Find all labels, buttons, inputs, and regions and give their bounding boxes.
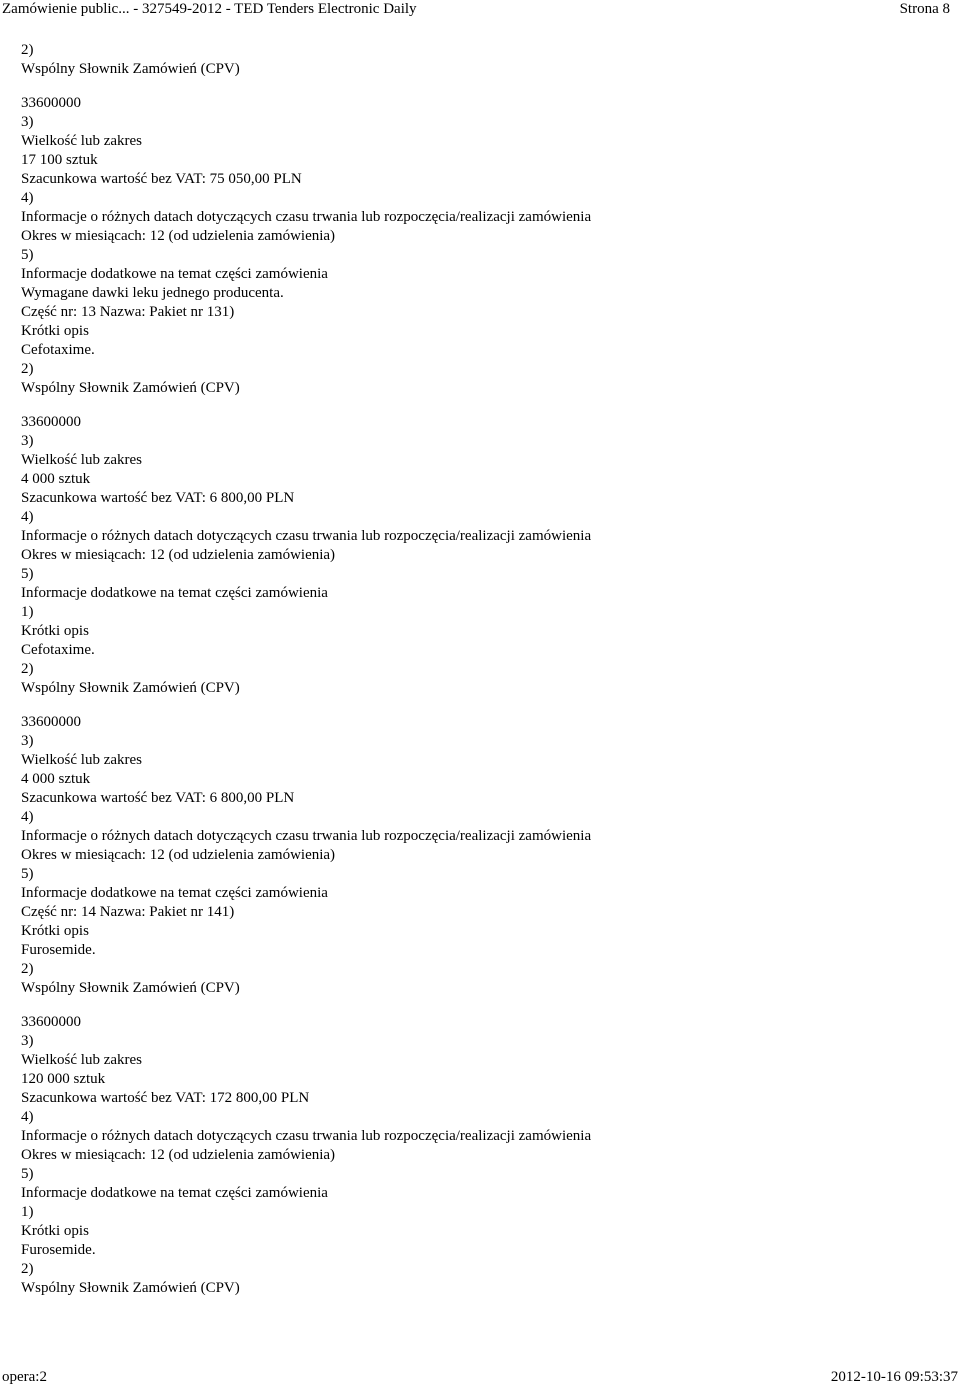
document-line: 4 000 sztuk (21, 471, 91, 487)
document-line: 3) (21, 733, 34, 749)
document-line: Krótki opis (21, 1223, 89, 1239)
document-line: 4) (21, 190, 34, 206)
document-line: 3) (21, 1033, 34, 1049)
document-body (21, 41, 941, 1298)
document-line: 2) (21, 42, 34, 58)
document-line: 3) (21, 433, 34, 449)
document-line: Szacunkowa wartość bez VAT: 6 800,00 PLN (21, 490, 295, 506)
document-line: 2) (21, 361, 34, 377)
page-number: Strona 8 (899, 1, 950, 17)
document-line: Informacje o różnych datach dotyczących czasu trwania lub rozpoczęcia/realizacji zamówienia (21, 528, 592, 544)
page-header-title: Zamówienie public... - 327549-2012 - TED Tenders Electronic Daily (2, 1, 417, 17)
document-line: Wielkość lub zakres (21, 1052, 143, 1068)
document-line: 17 100 sztuk (21, 152, 98, 168)
document-line: Wspólny Słownik Zamówień (CPV) (21, 380, 240, 396)
document-line: 4) (21, 509, 34, 525)
document-line: Szacunkowa wartość bez VAT: 75 050,00 PLN (21, 171, 302, 187)
document-line: Informacje o różnych datach dotyczących czasu trwania lub rozpoczęcia/realizacji zamówienia (21, 828, 592, 844)
document-line: Krótki opis (21, 923, 89, 939)
document-line: Wielkość lub zakres (21, 133, 143, 149)
document-line: 5) (21, 866, 34, 882)
document-line: Wspólny Słownik Zamówień (CPV) (21, 680, 240, 696)
document-line: Krótki opis (21, 323, 89, 339)
document-line: Wspólny Słownik Zamówień (CPV) (21, 61, 240, 77)
document-line: Część nr: 13 Nazwa: Pakiet nr 131) (21, 304, 235, 320)
document-line: Wspólny Słownik Zamówień (CPV) (21, 1280, 240, 1296)
document-line: Informacje dodatkowe na temat części zamówienia (21, 585, 328, 601)
document-line: 5) (21, 247, 34, 263)
document-line: Informacje dodatkowe na temat części zamówienia (21, 1185, 328, 1201)
document-line: 4 000 sztuk (21, 771, 91, 787)
document-line: 1) (21, 1204, 34, 1220)
document-line: Informacje o różnych datach dotyczących czasu trwania lub rozpoczęcia/realizacji zamówienia (21, 209, 592, 225)
document-line: Informacje o różnych datach dotyczących czasu trwania lub rozpoczęcia/realizacji zamówienia (21, 1128, 592, 1144)
document-line: 2) (21, 661, 34, 677)
document-line: 2) (21, 961, 34, 977)
document-line: Informacje dodatkowe na temat części zamówienia (21, 885, 328, 901)
document-line: 33600000 (21, 1014, 81, 1030)
document-line: Część nr: 14 Nazwa: Pakiet nr 141) (21, 904, 235, 920)
document-line: Szacunkowa wartość bez VAT: 172 800,00 PLN (21, 1090, 310, 1106)
document-line: 5) (21, 566, 34, 582)
document-line: Okres w miesiącach: 12 (od udzielenia zamówienia) (21, 847, 336, 863)
document-line: 4) (21, 809, 34, 825)
document-line: 4) (21, 1109, 34, 1125)
document-line: Wielkość lub zakres (21, 752, 143, 768)
document-line: 3) (21, 114, 34, 130)
document-line: 5) (21, 1166, 34, 1182)
document-line: Okres w miesiącach: 12 (od udzielenia zamówienia) (21, 228, 336, 244)
document-line: Furosemide. (21, 942, 96, 958)
document-line: Okres w miesiącach: 12 (od udzielenia zamówienia) (21, 1147, 336, 1163)
document-line: Cefotaxime. (21, 642, 95, 658)
document-line: Krótki opis (21, 623, 89, 639)
document-line: 33600000 (21, 414, 81, 430)
document-line: 2) (21, 1261, 34, 1277)
document-line: 33600000 (21, 714, 81, 730)
document-line: Informacje dodatkowe na temat części zamówienia (21, 266, 328, 282)
document-line: 1) (21, 604, 34, 620)
document-line: Wspólny Słownik Zamówień (CPV) (21, 980, 240, 996)
document-line: Szacunkowa wartość bez VAT: 6 800,00 PLN (21, 790, 295, 806)
document-line: Cefotaxime. (21, 342, 95, 358)
document-line: Okres w miesiącach: 12 (od udzielenia zamówienia) (21, 547, 336, 563)
document-line: 120 000 sztuk (21, 1071, 106, 1087)
document-line: Wymagane dawki leku jednego producenta. (21, 285, 284, 301)
document-line: 33600000 (21, 95, 81, 111)
document-line: Wielkość lub zakres (21, 452, 143, 468)
page-footer-source: opera:2 (2, 1369, 47, 1385)
page-footer-datetime: 2012-10-16 09:53:37 (830, 1369, 958, 1385)
document-line: Furosemide. (21, 1242, 96, 1258)
